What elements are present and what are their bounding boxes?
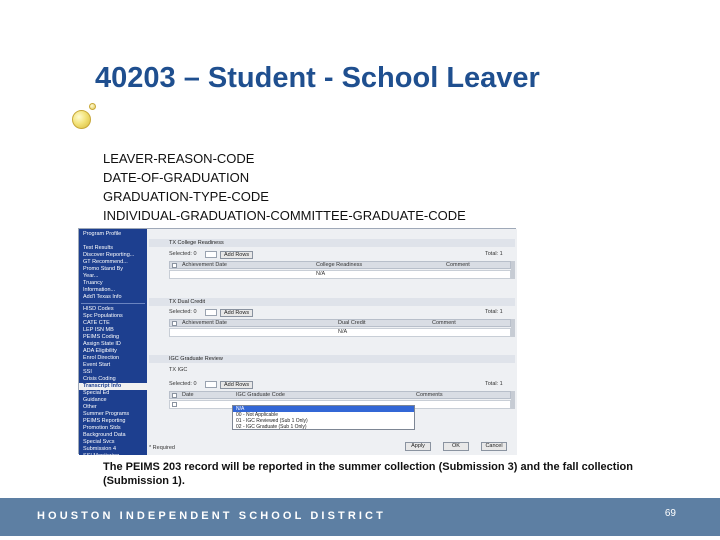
- add-rows-button[interactable]: Add Rows: [220, 381, 253, 389]
- selected-input[interactable]: [205, 381, 217, 388]
- table-header: [169, 319, 511, 327]
- nav-item[interactable]: SSI Monitoring: [83, 453, 120, 459]
- sub-heading: TX IGC: [169, 367, 188, 373]
- field-item: LEAVER-REASON-CODE: [103, 151, 255, 166]
- total-count: Total: 1: [485, 381, 503, 387]
- nav-item[interactable]: Guidance: [83, 397, 107, 403]
- column-header: Achievement Date: [182, 320, 227, 326]
- slide-caption: The PEIMS 203 record will be reported in the summer collection (Submission 3) and the fall collection (Submission 1).: [103, 461, 633, 487]
- nav-item[interactable]: Truancy: [83, 280, 103, 286]
- required-note: * Required: [149, 445, 175, 451]
- decorative-bubble-large: [72, 110, 91, 129]
- field-list: [103, 149, 466, 225]
- nav-item-selected[interactable]: Transcript Info: [79, 383, 147, 390]
- nav-item[interactable]: HISD Codes: [83, 306, 114, 312]
- total-count: Total: 1: [485, 309, 503, 315]
- footer-organization: HOUSTON INDEPENDENT SCHOOL DISTRICT: [37, 510, 386, 522]
- select-all-checkbox[interactable]: [172, 321, 177, 326]
- nav-item[interactable]: Promotion Stds: [83, 425, 121, 431]
- total-count: Total: 1: [485, 251, 503, 257]
- field-item: DATE-OF-GRADUATION: [103, 170, 250, 185]
- column-header: Achievement Date: [182, 262, 227, 268]
- nav-item[interactable]: Information...: [83, 287, 116, 293]
- nav-item[interactable]: Year...: [83, 273, 99, 279]
- decorative-bubble-small: [89, 103, 96, 110]
- section-heading: IGC Graduate Review: [149, 355, 515, 363]
- page-number: 69: [664, 508, 676, 519]
- dropdown-option[interactable]: 01 - IGC Reviewed (Sub 1 Only): [236, 418, 308, 424]
- nav-item[interactable]: Other: [83, 404, 97, 410]
- table-row[interactable]: [169, 270, 511, 279]
- nav-item[interactable]: GT Recommend...: [83, 259, 128, 265]
- select-all-checkbox[interactable]: [172, 393, 177, 398]
- nav-item[interactable]: SSI: [83, 369, 92, 375]
- nav-item[interactable]: Submission 4: [83, 446, 117, 452]
- embedded-screenshot: [78, 228, 516, 459]
- ok-button[interactable]: OK: [443, 442, 469, 451]
- nav-item[interactable]: Background Data: [83, 432, 126, 438]
- selected-count: Selected: 0: [169, 251, 197, 257]
- dropdown-option[interactable]: 00 - Not Applicable: [236, 412, 278, 418]
- nav-item[interactable]: Crisis Coding: [83, 376, 116, 382]
- scrollbar[interactable]: [511, 319, 515, 337]
- scrollbar[interactable]: [511, 391, 515, 409]
- nav-item[interactable]: Special Svcs: [83, 439, 115, 445]
- field-item: GRADUATION-TYPE-CODE: [103, 189, 269, 204]
- table-row[interactable]: [169, 328, 511, 337]
- slide-title: 40203 – Student - School Leaver: [95, 62, 540, 94]
- nav-divider: [81, 303, 145, 304]
- nav-item[interactable]: PEIMS Reporting: [83, 418, 126, 424]
- selected-input[interactable]: [205, 251, 217, 258]
- nav-item[interactable]: PEIMS Coding: [83, 334, 120, 340]
- dropdown-option[interactable]: N/A: [233, 406, 414, 412]
- nav-item[interactable]: Discover Reporting...: [83, 252, 135, 258]
- section-heading: TX College Readiness: [149, 239, 515, 247]
- column-header: IGC Graduate Code: [236, 392, 285, 398]
- selected-count: Selected: 0: [169, 309, 197, 315]
- screenshot-nav: [79, 229, 147, 459]
- add-rows-button[interactable]: Add Rows: [220, 251, 253, 259]
- nav-item[interactable]: CATE CTE: [83, 320, 110, 326]
- dropdown-option[interactable]: 02 - IGC Graduate (Sub 1 Only): [236, 424, 307, 430]
- selected-input[interactable]: [205, 309, 217, 316]
- column-header: College Readiness: [316, 262, 363, 268]
- nav-item[interactable]: LEP ISN MB: [83, 327, 114, 333]
- nav-item[interactable]: Summer Programs: [83, 411, 130, 417]
- row-checkbox[interactable]: [172, 402, 177, 407]
- nav-item[interactable]: Promo Stand By: [83, 266, 124, 272]
- select-all-checkbox[interactable]: [172, 263, 177, 268]
- section-heading: TX Dual Credit: [149, 298, 515, 306]
- field-item: INDIVIDUAL-GRADUATION-COMMITTEE-GRADUATE-CODE: [103, 208, 466, 223]
- cancel-button[interactable]: Cancel: [481, 442, 507, 451]
- cell-value: N/A: [338, 329, 348, 335]
- nav-item[interactable]: Special Ed: [83, 390, 110, 396]
- nav-item[interactable]: Test Results: [83, 245, 113, 251]
- graduate-code-dropdown[interactable]: [232, 405, 415, 430]
- column-header: Dual Credit: [338, 320, 366, 326]
- add-rows-button[interactable]: Add Rows: [220, 309, 253, 317]
- nav-item[interactable]: ADA Eligibility: [83, 348, 117, 354]
- column-header: Comment: [446, 262, 470, 268]
- column-header: Comment: [432, 320, 456, 326]
- nav-item[interactable]: Enrol Direction: [83, 355, 120, 361]
- footer-bar: [0, 498, 720, 536]
- scrollbar[interactable]: [511, 261, 515, 279]
- nav-item[interactable]: Spc Populations: [83, 313, 123, 319]
- table-header: [169, 261, 511, 269]
- column-header: Date: [182, 392, 194, 398]
- nav-item[interactable]: Program Profile: [83, 231, 122, 237]
- apply-button[interactable]: Apply: [405, 442, 431, 451]
- nav-item[interactable]: Event Start: [83, 362, 111, 368]
- selected-count: Selected: 0: [169, 381, 197, 387]
- nav-item[interactable]: Assign State ID: [83, 341, 121, 347]
- column-header: Comments: [416, 392, 443, 398]
- cell-value: N/A: [316, 271, 326, 277]
- nav-item[interactable]: Add'l Texas Info: [83, 294, 122, 300]
- table-header: [169, 391, 511, 399]
